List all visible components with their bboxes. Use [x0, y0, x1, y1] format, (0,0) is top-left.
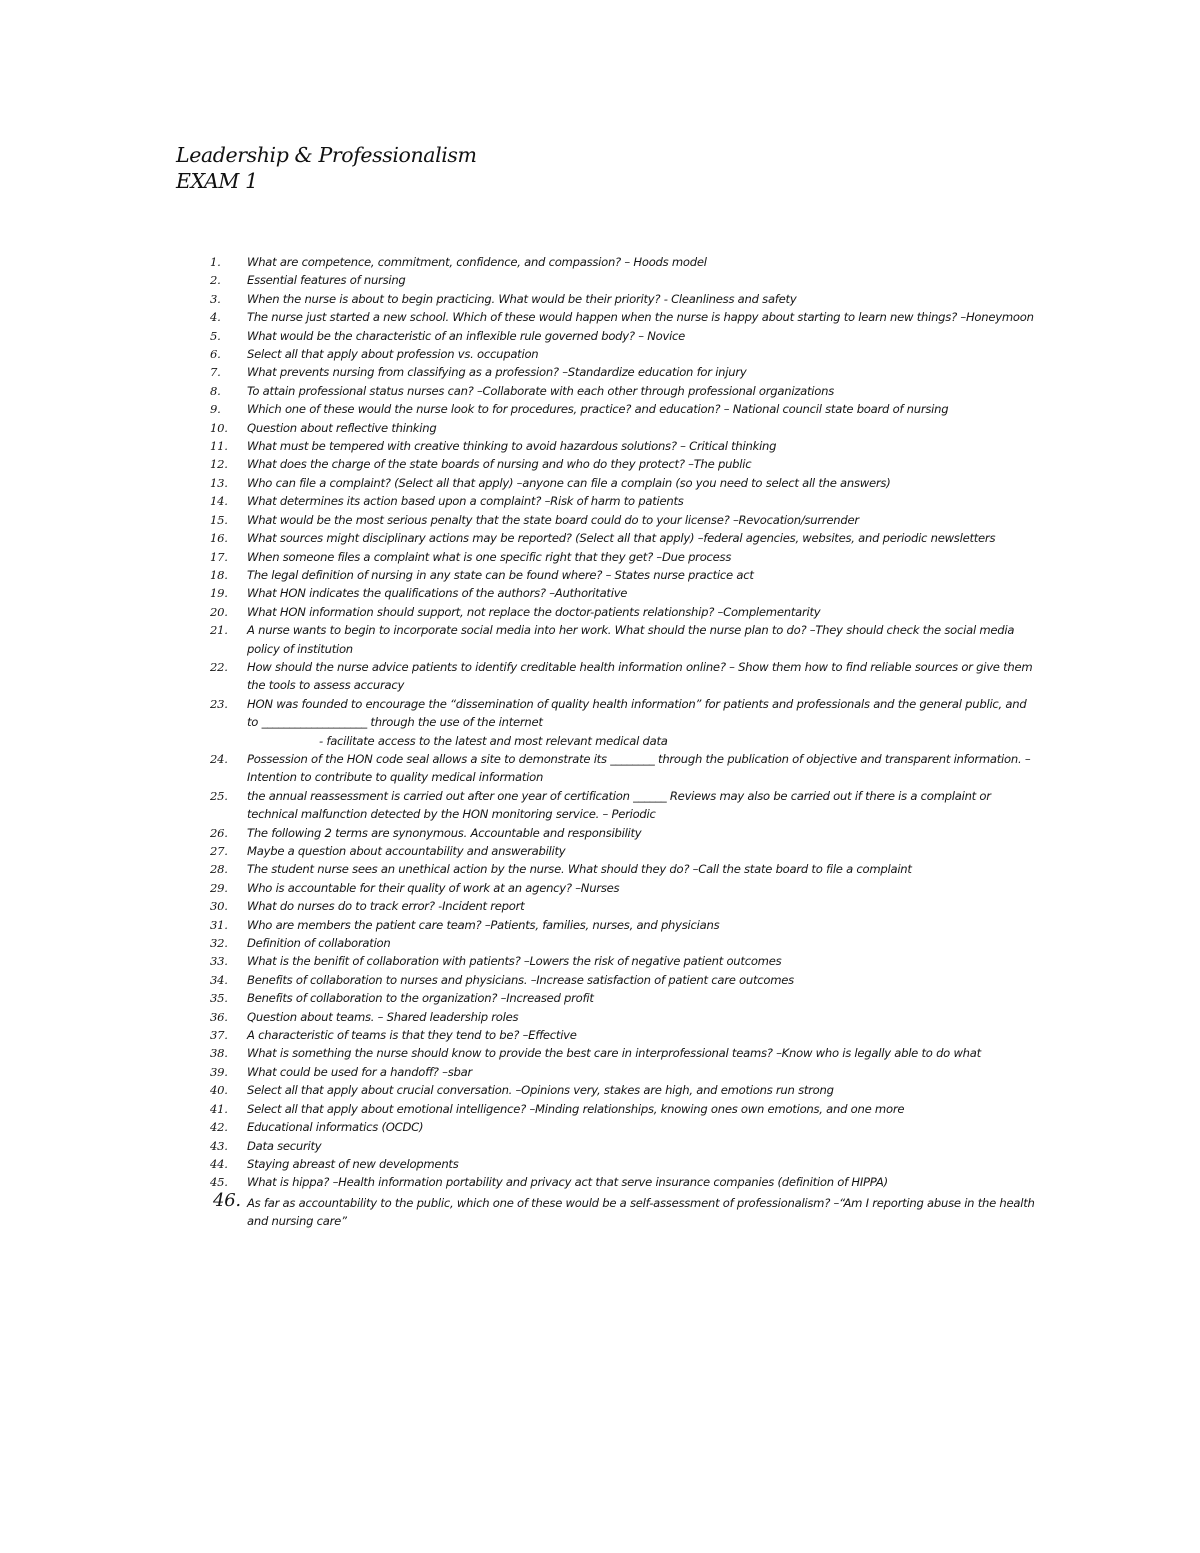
question-text: How should the nurse advice patients to identify creditable health information online? – Show them how to find reliable sources or give them the tools to assess accuracy	[247, 659, 1033, 693]
question-number: 5.	[210, 328, 221, 343]
question-number: 30.	[210, 899, 228, 914]
question-number: 21.	[210, 623, 228, 638]
question-item	[210, 1118, 1040, 1136]
question-number: 37.	[210, 1028, 228, 1043]
question-item	[210, 363, 1040, 381]
question-item	[210, 1026, 1040, 1044]
question-number: 10.	[210, 420, 228, 435]
question-item	[210, 658, 1040, 695]
question-number: 1.	[210, 255, 221, 269]
question-text: What are competence, commitment, confidence, and compassion? – Hoods model	[247, 255, 707, 269]
question-text: What would be the most serious penalty that the state board could do to your license? –Revocation/surrender	[247, 512, 859, 527]
question-text: What do nurses do to track error? -Incident report	[247, 899, 525, 914]
question-number: 23.	[210, 696, 228, 711]
question-text: Which one of these would the nurse look to for procedures, practice? and education? – National council state board of nursing	[247, 402, 949, 417]
question-number: 32.	[210, 936, 228, 951]
question-answer-line: - facilitate access to the latest and most relevant medical data	[319, 733, 668, 748]
question-text: What is something the nurse should know to provide the best care in interprofessional teams? –Know who is legally able to do what	[247, 1046, 981, 1061]
question-item	[210, 879, 1040, 897]
question-text: What sources might disciplinary actions may be reported? (Select all that apply) –federal agencies, websites, and periodic newsletters	[247, 531, 996, 546]
question-number: 3.	[210, 291, 221, 306]
question-text: What must be tempered with creative thinking to avoid hazardous solutions? – Critical thinking	[247, 439, 777, 454]
question-number: 44.	[210, 1156, 228, 1171]
question-text: Who can file a complaint? (Select all that apply) –anyone can file a complain (so you need to select all the answers)	[247, 475, 891, 490]
question-number: 45.	[210, 1175, 228, 1190]
question-text: What is the benifit of collaboration with patients? –Lowers the risk of negative patient outcomes	[247, 954, 782, 969]
question-number: 14.	[210, 494, 228, 509]
question-item	[210, 566, 1040, 584]
question-item	[210, 971, 1040, 989]
question-item	[210, 382, 1040, 400]
question-number: 29.	[210, 880, 228, 895]
question-item	[210, 1008, 1040, 1026]
question-number: 22.	[210, 659, 228, 674]
question-item	[210, 345, 1040, 363]
document-header	[176, 142, 477, 194]
question-number: 11.	[210, 439, 228, 454]
question-number: 15.	[210, 512, 228, 527]
question-item	[210, 327, 1040, 345]
question-number: 20.	[210, 604, 228, 619]
question-item	[210, 1100, 1040, 1118]
question-number: 33.	[210, 954, 228, 969]
question-item	[210, 584, 1040, 602]
question-number: 26.	[210, 825, 228, 840]
question-number: 19.	[210, 586, 228, 601]
question-number: 46.	[213, 1189, 241, 1211]
question-text: What could be used for a handoff? –sbar	[247, 1064, 472, 1079]
question-item	[210, 1173, 1040, 1191]
question-text: What does the charge of the state boards of nursing and who do they protect? –The public	[247, 457, 752, 472]
question-item	[210, 529, 1040, 547]
question-text: A characteristic of teams is that they tend to be? –Effective	[247, 1028, 577, 1043]
question-number: 13.	[210, 475, 228, 490]
question-text: Educational informatics (OCDC)	[247, 1120, 424, 1135]
question-item	[210, 455, 1040, 473]
question-number: 12.	[210, 457, 228, 472]
question-text: Data security	[247, 1138, 322, 1153]
question-number: 25.	[210, 788, 228, 803]
question-text: The legal definition of nursing in any state can be found where? – States nurse practice act	[247, 567, 754, 582]
question-text: Who are members the patient care team? –Patients, families, nurses, and physicians	[247, 917, 720, 932]
question-number: 17.	[210, 549, 228, 564]
question-number: 2.	[210, 273, 221, 288]
question-text: What is hippa? –Health information portability and privacy act that serve insurance companies (definition of HIPPA)	[247, 1175, 888, 1190]
question-number: 39.	[210, 1064, 228, 1079]
question-number: 7.	[210, 365, 221, 380]
question-text: Who is accountable for their quality of work at an agency? –Nurses	[247, 880, 620, 895]
question-item	[210, 842, 1040, 860]
question-item	[210, 548, 1040, 566]
question-number: 28.	[210, 862, 228, 877]
question-item	[210, 511, 1040, 529]
question-number: 9.	[210, 402, 221, 417]
question-number: 31.	[210, 917, 228, 932]
question-number: 36.	[210, 1009, 228, 1024]
question-text: The following 2 terms are synonymous. Accountable and responsibility	[247, 825, 642, 840]
question-item	[210, 787, 1040, 824]
question-item	[210, 750, 1040, 787]
question-item	[210, 824, 1040, 842]
question-text: Benefits of collaboration to the organization? –Increased profit	[247, 991, 594, 1006]
question-list	[210, 253, 1040, 1231]
question-item	[210, 603, 1040, 621]
question-text: What determines its action based upon a complaint? –Risk of harm to patients	[247, 494, 684, 509]
question-text: Question about teams. – Shared leadership roles	[247, 1009, 519, 1024]
question-number: 42.	[210, 1120, 228, 1135]
question-item	[210, 253, 1040, 271]
question-text: Definition of collaboration	[247, 936, 391, 951]
question-number: 16.	[210, 531, 228, 546]
question-text: When someone files a complaint what is one specific right that they get? –Due process	[247, 549, 732, 564]
question-text: Essential features of nursing	[247, 273, 406, 288]
question-number: 4.	[210, 310, 221, 325]
question-text: Select all that apply about crucial conversation. –Opinions very, stakes are high, and emotions run strong	[247, 1083, 834, 1098]
question-item	[210, 400, 1040, 418]
question-number: 41.	[210, 1101, 228, 1116]
question-text: Select all that apply about profession vs. occupation	[247, 347, 539, 362]
question-text: HON was founded to encourage the “dissemination of quality health information” for patients and professionals and the general public, and to ___________________ through the use of the internet	[247, 696, 1027, 730]
question-text: To attain professional status nurses can? –Collaborate with each other through professional organizations	[247, 383, 834, 398]
question-number: 6.	[210, 347, 221, 362]
question-number: 35.	[210, 991, 228, 1006]
question-item	[210, 695, 1040, 750]
question-item	[210, 621, 1040, 658]
question-text: A nurse wants to begin to incorporate social media into her work. What should the nurse plan to do? –They should check the social media policy of institution	[247, 623, 1015, 656]
question-number: 8.	[210, 383, 221, 398]
question-text: What prevents nursing from classifying as a profession? –Standardize education for injury	[247, 365, 747, 380]
question-item	[210, 271, 1040, 289]
question-item	[210, 1137, 1040, 1155]
question-item	[210, 1189, 1040, 1231]
question-item	[210, 952, 1040, 970]
question-item	[210, 474, 1040, 492]
question-number: 34.	[210, 972, 228, 987]
question-number: 43.	[210, 1138, 228, 1153]
question-item	[210, 934, 1040, 952]
question-number: 38.	[210, 1046, 228, 1061]
question-text: What HON information should support, not replace the doctor-patients relationship? –Complementarity	[247, 604, 821, 619]
question-text: Maybe a question about accountability and answerability	[247, 844, 566, 858]
question-number: 40.	[210, 1083, 228, 1098]
document-title: Leadership & Professionalism	[176, 143, 477, 167]
question-text: As far as accountability to the public, which one of these would be a self-assessment of professionalism? –“Am I reporting abuse in the health and nursing care”	[247, 1195, 1035, 1229]
question-item	[210, 989, 1040, 1007]
question-text: Question about reflective thinking	[247, 420, 437, 435]
question-text: Staying abreast of new developments	[247, 1156, 459, 1171]
question-number: 24.	[210, 751, 228, 766]
question-item	[210, 916, 1040, 934]
question-item	[210, 860, 1040, 878]
question-text: Select all that apply about emotional intelligence? –Minding relationships, knowing ones own emotions, and one more	[247, 1101, 905, 1116]
question-text: The nurse just started a new school. Which of these would happen when the nurse is happy about starting to learn new things? –Honeymoon	[247, 310, 1034, 325]
question-item	[210, 1155, 1040, 1173]
question-text: When the nurse is about to begin practicing. What would be their priority? - Cleanliness and safety	[247, 291, 797, 306]
question-item	[210, 1081, 1040, 1099]
document-subtitle: EXAM 1	[176, 169, 258, 193]
question-item	[210, 492, 1040, 510]
question-item	[210, 308, 1040, 326]
question-item	[210, 1044, 1040, 1062]
question-text: Benefits of collaboration to nurses and physicians. –Increase satisfaction of patient care outcomes	[247, 972, 794, 987]
question-item	[210, 419, 1040, 437]
question-item	[210, 1063, 1040, 1081]
question-number: 27.	[210, 844, 228, 858]
question-text: What would be the characteristic of an inflexible rule governed body? – Novice	[247, 328, 686, 343]
question-item	[210, 897, 1040, 915]
question-text: Possession of the HON code seal allows a site to demonstrate its ________ through the publication of objective and transparent information. – Intention to contribute to quality medical information	[247, 751, 1031, 785]
question-item	[210, 437, 1040, 455]
question-item	[210, 290, 1040, 308]
question-text: The student nurse sees an unethical action by the nurse. What should they do? –Call the state board to file a complaint	[247, 862, 912, 877]
question-text: the annual reassessment is carried out after one year of certification ______ Reviews may also be carried out if there is a complaint or technical malfunction detected by the HON monitoring service. – Periodic	[247, 788, 991, 822]
question-text: What HON indicates the qualifications of the authors? –Authoritative	[247, 586, 628, 601]
question-number: 18.	[210, 567, 228, 582]
